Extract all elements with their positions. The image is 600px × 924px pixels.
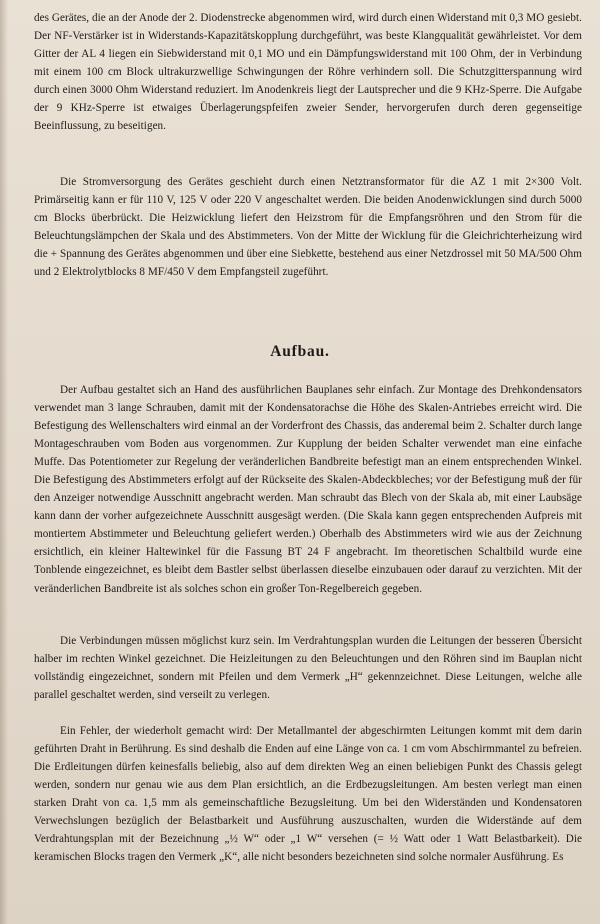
paragraph-text: Der Aufbau gestaltet sich an Hand des ausführlichen Bauplanes sehr einfach. Zur Montage des Drehkondensators verwendet man 3 lange Schrauben, damit mit der Kondensatorachse die Höhe des Skalen-Antriebes erreicht wird. Die Befestigung des Wellenschalters wird einmal an der Vorderfront des Chassis, das anderemal beim 2. Schalter durch lange Montageschrauben vom Boden aus vorgenommen. Zur Kupplung der beiden Schalter verwendet man eine einfache Muffe. Das Potentiometer zur Regelung der veränderlichen Bandbreite befestigt man an einem entsprechenden Winkel. Die Befestigung des Abstimmeters erfolgt auf der Rückseite des Skalen-Abdeckbleches; vor der Befestigung muß der für den Anzeiger notwendige Ausschnitt angebracht werden. Man schraubt das Blech von der Skala ab, mit einer Laubsäge kann dann der vorher aufgezeichnete Ausschnitt ausgesägt werden. (Die Skala kann gegen entsprechenden Aufpreis mit montiertem Abstimmeter und Beleuchtung geliefert werden.) Oberhalb des Abstimmeters wird wie aus der Zeichnung ersichtlich, ein kleiner Haltewinkel für die Fassung BT 24 F angebracht. Im theoretischen Schaltbild wurde eine Tonblende eingezeichnet, es bleibt dem Bastler selbst überlassen dieselbe einzubauen oder darauf zu verzichten. Mit der veränderlichen Bandbreite ist als solches schon ein großer Ton-Regelbereich gegeben. [34,384,582,595]
page-edge-shadow [0,0,8,924]
paragraph-text: des Gerätes, die an der Anode der 2. Diodenstrecke abgenommen wird, wird durch einen Widerstand mit 0,3 MO gesiebt. Der NF-Verstärker ist in Widerstands-Kapazitätskopplung durchgeführt, was beste Klangqualität gewährleistet. Vor dem Gitter der AL 4 liegen ein Siebwiderstand mit 0,1 MO und ein Dämpfungswiderstand mit 100 Ohm, der in Verbindung mit einem 100 cm Block ultrakurzwellige Schwingungen der Röhre verhindern soll. Die Schutzgitterspannung wird durch einen 3000 Ohm Widerstand reduziert. Im Anodenkreis liegt der Lautsprecher und die 9 KHz-Sperre. Die Aufgabe der 9 KHz-Sperre ist etwaiges Überlagerungspfeifen zweier Sender, hervorgerufen durch deren gegenseitige Beeinflussung, zu beseitigen. [34,12,582,133]
paragraph-text: Die Verbindungen müssen möglichst kurz sein. Im Verdrahtungsplan wurden die Leitungen der besseren Übersicht halber im rechten Winkel gezeichnet. Die Heizleitungen zu den Beleuchtungen und den Röhren sind im Bauplan nicht vollständig eingezeichnet, sondern mit Pfeilen und dem Vermerk „H“ gekennzeichnet. Diese Leitungen, welche alle parallel geschaltet werden, sind verseilt zu verlegen. [34,635,582,702]
paragraph-text: Die Stromversorgung des Gerätes geschieht durch einen Netztransformator für die AZ 1 mit 2×300 Volt. Primärseitig kann er für 110 V, 125 V oder 220 V angeschaltet werden. Die beiden Anodenwicklungen sind durch 5000 cm Blocks überbrückt. Die Heizwicklung liefert den Heizstrom für die Empfangsröhren und den Strom für die Beleuchtungslämpchen der Skala und des Abstimmeters. Von der Mitte der Wicklung für die Gleichrichterheizung wird die + Spannung des Gerätes abgenommen und über eine Siebkette, bestehend aus einer Netzdrossel mit 50 MA/500 Ohm und 2 Elektrolytblocks 8 MF/450 V dem Empfangsteil zugeführt. [34,176,582,279]
paragraph-common-errors [34,722,582,866]
paragraph-assembly [34,381,582,598]
paragraph-power-supply [34,173,582,281]
paragraph-circuit-description [34,9,582,135]
paragraph-text: Ein Fehler, der wiederholt gemacht wird: Der Metallmantel der abgeschirmten Leitungen kommt mit dem darin geführten Draht in Berührung. Es sind deshalb die Enden auf eine Länge von ca. 1 cm vom Abschirmmantel zu befreien. Die Erdleitungen dürfen keinesfalls beliebig, also auf dem direkten Weg an einen beliebigen Punkt des Chassis gelegt werden, sondern nur genau wie aus dem Plan ersichtlich, an die Erdbezugsleitungen. Am besten verlegt man einen starken Draht von ca. 1,5 mm als gemeinschaftliche Bezugsleitung. Um bei den Widerständen und Kondensatoren Verwechslungen bezüglich der Belastbarkeit und Ausführung auszuschalten, wurden die Widerstände auf dem Verdrahtungsplan mit der Bezeichnung „½ W“ oder „1 W“ versehen (= ½ Watt oder 1 Watt Belastbarkeit). Die keramischen Blocks tragen den Vermerk „K“, alle nicht besonders bezeichneten sind solche normaler Ausführung. Es [34,725,582,864]
section-heading: Aufbau. [270,343,330,360]
paragraph-wiring [34,632,582,704]
